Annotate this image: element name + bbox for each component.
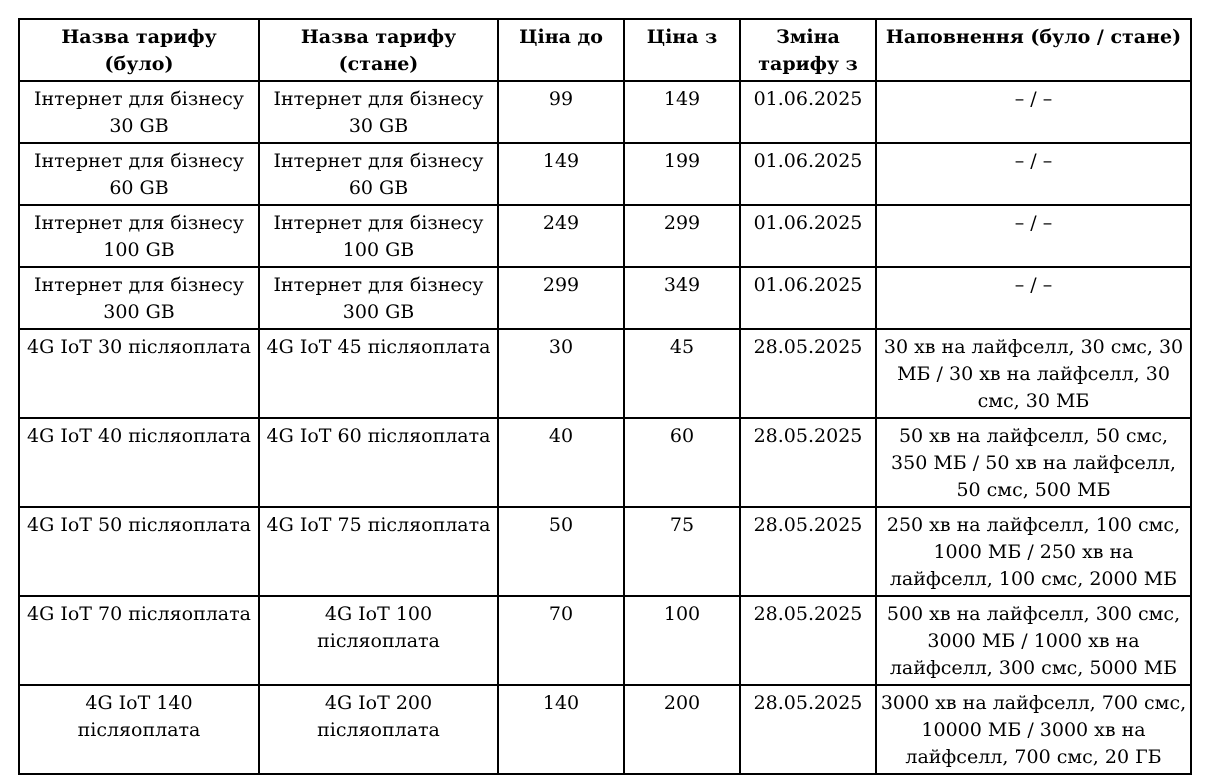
cell-price-before: 30 bbox=[498, 329, 624, 418]
cell-name-before: Інтернет для бізнесу 300 GB bbox=[19, 267, 259, 329]
cell-content: 3000 хв на лайфселл, 700 смс, 10000 МБ / 3000 хв на лайфселл, 700 смс, 20 ГБ bbox=[876, 685, 1191, 774]
header-name-before: Назва тарифу (було) bbox=[19, 19, 259, 81]
cell-name-after: 4G IoT 200 післяоплата bbox=[259, 685, 498, 774]
cell-name-before: Інтернет для бізнесу 100 GB bbox=[19, 205, 259, 267]
cell-change-date: 28.05.2025 bbox=[740, 418, 876, 507]
cell-name-before: 4G IoT 70 післяоплата bbox=[19, 596, 259, 685]
cell-name-after: 4G IoT 75 післяоплата bbox=[259, 507, 498, 596]
cell-name-after: 4G IoT 100 післяоплата bbox=[259, 596, 498, 685]
table-header bbox=[19, 19, 1191, 81]
table-row bbox=[19, 329, 1191, 418]
table-row bbox=[19, 596, 1191, 685]
cell-content: 500 хв на лайфселл, 300 смс, 3000 МБ / 1000 хв на лайфселл, 300 смс, 5000 МБ bbox=[876, 596, 1191, 685]
cell-price-before: 149 bbox=[498, 143, 624, 205]
table-body bbox=[19, 81, 1191, 774]
cell-content: – / – bbox=[876, 81, 1191, 143]
header-row bbox=[19, 19, 1191, 81]
header-change-date: Зміна тарифу з bbox=[740, 19, 876, 81]
cell-price-after: 149 bbox=[624, 81, 740, 143]
cell-price-before: 99 bbox=[498, 81, 624, 143]
cell-price-before: 299 bbox=[498, 267, 624, 329]
cell-content: 250 хв на лайфселл, 100 смс, 1000 МБ / 250 хв на лайфселл, 100 смс, 2000 МБ bbox=[876, 507, 1191, 596]
cell-price-before: 70 bbox=[498, 596, 624, 685]
cell-content: 30 хв на лайфселл, 30 смс, 30 МБ / 30 хв на лайфселл, 30 смс, 30 МБ bbox=[876, 329, 1191, 418]
table-row bbox=[19, 507, 1191, 596]
cell-price-before: 249 bbox=[498, 205, 624, 267]
table-row bbox=[19, 143, 1191, 205]
cell-name-before: Інтернет для бізнесу 60 GB bbox=[19, 143, 259, 205]
cell-change-date: 01.06.2025 bbox=[740, 81, 876, 143]
cell-change-date: 01.06.2025 bbox=[740, 143, 876, 205]
cell-content: – / – bbox=[876, 205, 1191, 267]
table-row bbox=[19, 418, 1191, 507]
header-price-after: Ціна з bbox=[624, 19, 740, 81]
cell-name-before: 4G IoT 140 післяоплата bbox=[19, 685, 259, 774]
cell-price-after: 45 bbox=[624, 329, 740, 418]
cell-price-before: 140 bbox=[498, 685, 624, 774]
cell-price-after: 349 bbox=[624, 267, 740, 329]
cell-name-after: Інтернет для бізнесу 60 GB bbox=[259, 143, 498, 205]
cell-name-before: 4G IoT 40 післяоплата bbox=[19, 418, 259, 507]
cell-change-date: 01.06.2025 bbox=[740, 205, 876, 267]
header-name-after: Назва тарифу (стане) bbox=[259, 19, 498, 81]
cell-price-after: 100 bbox=[624, 596, 740, 685]
header-price-before: Ціна до bbox=[498, 19, 624, 81]
cell-content: – / – bbox=[876, 267, 1191, 329]
header-content: Наповнення (було / стане) bbox=[876, 19, 1191, 81]
cell-price-after: 299 bbox=[624, 205, 740, 267]
cell-change-date: 28.05.2025 bbox=[740, 596, 876, 685]
tariff-change-table bbox=[18, 18, 1192, 775]
cell-price-after: 199 bbox=[624, 143, 740, 205]
table-row bbox=[19, 205, 1191, 267]
cell-change-date: 28.05.2025 bbox=[740, 685, 876, 774]
cell-name-before: 4G IoT 50 післяоплата bbox=[19, 507, 259, 596]
cell-change-date: 28.05.2025 bbox=[740, 329, 876, 418]
cell-name-after: 4G IoT 60 післяоплата bbox=[259, 418, 498, 507]
table-row bbox=[19, 267, 1191, 329]
cell-name-after: Інтернет для бізнесу 300 GB bbox=[259, 267, 498, 329]
cell-name-after: Інтернет для бізнесу 30 GB bbox=[259, 81, 498, 143]
cell-price-after: 60 bbox=[624, 418, 740, 507]
cell-name-before: Інтернет для бізнесу 30 GB bbox=[19, 81, 259, 143]
table-row bbox=[19, 81, 1191, 143]
cell-name-after: 4G IoT 45 післяоплата bbox=[259, 329, 498, 418]
cell-change-date: 28.05.2025 bbox=[740, 507, 876, 596]
cell-content: 50 хв на лайфселл, 50 смс, 350 МБ / 50 хв на лайфселл, 50 смс, 500 МБ bbox=[876, 418, 1191, 507]
cell-name-before: 4G IoT 30 післяоплата bbox=[19, 329, 259, 418]
cell-name-after: Інтернет для бізнесу 100 GB bbox=[259, 205, 498, 267]
cell-price-before: 50 bbox=[498, 507, 624, 596]
cell-price-after: 200 bbox=[624, 685, 740, 774]
cell-content: – / – bbox=[876, 143, 1191, 205]
cell-change-date: 01.06.2025 bbox=[740, 267, 876, 329]
cell-price-after: 75 bbox=[624, 507, 740, 596]
table-row bbox=[19, 685, 1191, 774]
cell-price-before: 40 bbox=[498, 418, 624, 507]
